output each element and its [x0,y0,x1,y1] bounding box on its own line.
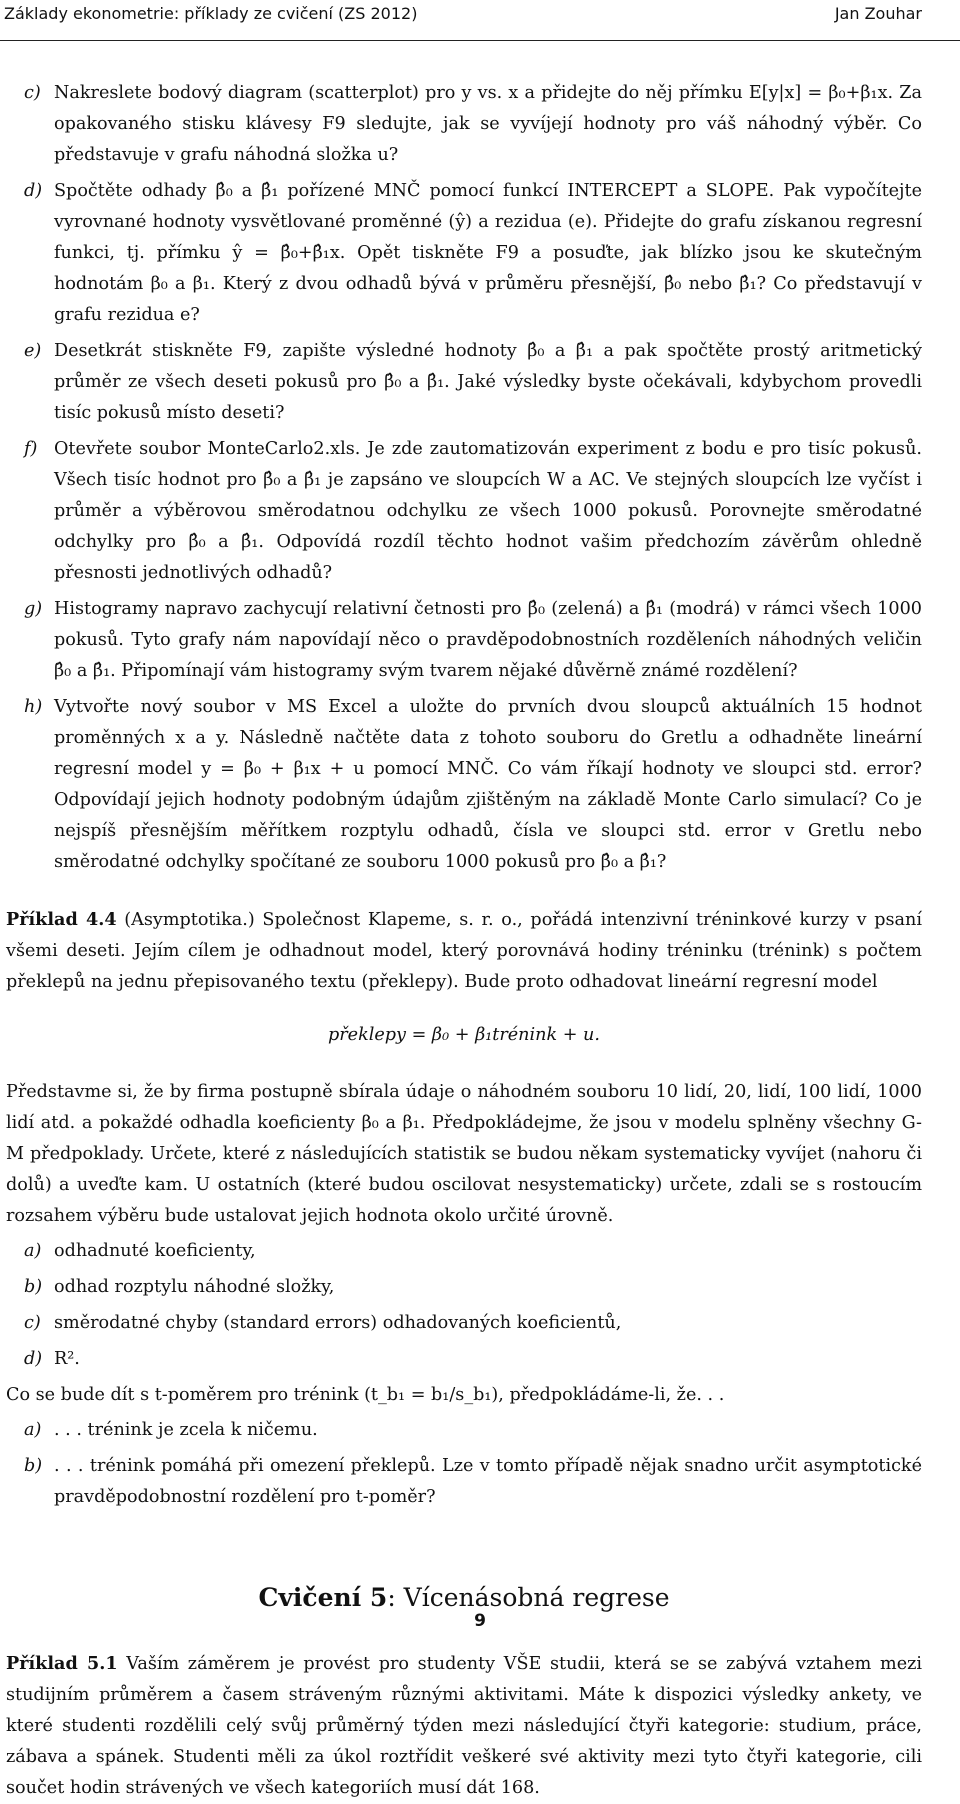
item-text: Nakreslete bodový diagram (scatterplot) pro y vs. x a přidejte do něj přímku E[y|x] = β₀+β₁x. Za opakovaného stisku klávesy F9 sledujte, jak se vyvíjejí hodnoty pro váš náhodný výběr. Co představuje v grafu náhodná složka u? [54,83,922,165]
running-header [0,0,960,41]
list-item [6,1415,922,1446]
example-text-continued: Představme si, že by firma postupně sbírala údaje o náhodném souboru 10 lidí, 20, lidí, 100 lidí, 1000 lidí atd. a pokaždé odhadla koeficienty β₀ a β₁. Předpokládejme, že jsou v modelu splněny všechny G-M předpoklady. Určete, které z následujících statistik se budou někam systematicky vyvíjet (nahoru či dolů) a uveďte kam. U ostatních (které budou oscilovat nesystematicky) určete, zdali se s rostoucím rozsahem výběru bude ustalovat jejich hodnota okolo určité úrovně. [6,1082,922,1226]
list-item [6,692,922,878]
item-text: Vytvořte nový soubor v MS Excel a uložte do prvních dvou sloupců aktuálních 15 hodnot proměnných x a y. Následně načtěte data z tohoto souboru do Gretlu a odhadněte lineární regresní model y = β₀ + β₁x + u pomocí MNČ. Co vám říkají hodnoty ve sloupci std. error? Odpovídají jejich hodnoty podobným údajům zjištěným na základě Monte Carlo simulací? Co je nejspíš přesnějším měřítkem rozptylu odhadů, čísla ve sloupci std. error v Gretlu nebo směrodatné odchylky spočítané ze souboru 1000 pokusů pro β̂₀ a β̂₁? [54,697,922,872]
item-label: e) [24,341,42,361]
page-content [6,78,922,1804]
example-4-4 [6,904,922,998]
list-item [6,1236,922,1267]
list-item [6,434,922,589]
item-text: Histogramy napravo zachycují relativní četnosti pro β̂₀ (zelená) a β̂₁ (modrá) v rámci všech 1000 pokusů. Tyto grafy nám napovídají něco o pravděpodobnostních rozděleních náhodných veličin β̂₀ a β̂₁. Připomínají vám histogramy svým tvarem nějaké důvěrně známé rozdělení? [54,599,922,681]
item-label: d) [24,1349,43,1369]
list-item [6,176,922,331]
list-item [6,594,922,687]
item-text: směrodatné chyby (standard errors) odhadovaných koeficientů, [54,1313,622,1333]
item-text: Desetkrát stiskněte F9, zapište výsledné hodnoty β̂₀ a β̂₁ a pak spočtěte prostý aritmetický průměr ze všech deseti pokusů pro β̂₀ a β̂₁. Jaké výsledky byste očekávali, kdybychom provedli tisíc pokusů místo deseti? [54,341,922,423]
regression-formula: překlepy = β₀ + β₁trénink + u. [328,1025,600,1045]
item-label: c) [24,83,41,103]
list-item [6,1344,922,1375]
header-author: Jan Zouhar [834,4,922,23]
item-label: b) [24,1277,43,1297]
item-label: b) [24,1456,43,1476]
list-item [6,1272,922,1303]
item-text: . . . trénink pomáhá při omezení překlepů. Lze v tomto případě nějak snadno určit asymptotické pravděpodobnostní rozdělení pro t-poměr? [54,1456,922,1507]
example-text: (Asymptotika.) Společnost Klapeme, s. r. o., pořádá intenzivní tréninkové kurzy v psaní všemi deseti. Jejím cílem je odhadnout model, který porovnává hodiny tréninku (trénink) s počtem překlepů na jednu přepisovaného textu (překlepy). Bude proto odhadovat lineární regresní model [6,910,923,992]
t-ratio-question: Co se bude dít s t-poměrem pro trénink (t_b₁ = b₁/s_b₁), předpokládáme-li, že. . . [6,1385,725,1405]
example-label: Příklad 4.4 [6,909,117,930]
item-text: Otevřete soubor MonteCarlo2.xls. Je zde zautomatizován experiment z bodu e pro tisíc pokusů. Všech tisíc hodnot pro β̂₀ a β̂₁ je zapsáno ve sloupcích W a AC. Ve stejných sloupcích lze vyčíst i průměr a výběrovou směrodatnou odchylku ze všech 1000 pokusů. Porovnejte směrodatné odchylky pro β̂₀ a β̂₁. Odpovídá rozdíl těchto hodnot vašim předchozím závěrům ohledně přesnosti jednotlivých odhadů? [54,439,922,583]
item-label: g) [24,599,43,619]
example-text: Vaším záměrem je provést pro studenty VŠE studii, která se se zabývá vztahem mezi studijním průměrem a časem stráveným různými aktivitami. Máte k dispozici výsledky ankety, ve které studenti rozdělili celý svůj průměrný týden mezi následující čtyři kategorie: studium, práce, zábava a spánek. Studenti měli za úkol roztřídit veškeré své aktivity mezi tyto čtyři kategorie, cili součet hodin strávených ve všech kategoriích musí dát 168. [6,1654,922,1798]
example-5-1 [6,1648,922,1804]
section-title-bold: Cvičení 5 [258,1583,388,1612]
page-number: 9 [474,1611,486,1631]
item-label: a) [24,1420,42,1440]
section-title [6,1583,922,1612]
section-title-rest: : Vícenásobná regrese [387,1583,670,1612]
list-item [6,1451,922,1513]
item-text: odhad rozptylu náhodné složky, [54,1277,335,1297]
list-item [6,336,922,429]
item-text: Spočtěte odhady β̂₀ a β̂₁ pořízené MNČ pomocí funkcí INTERCEPT a SLOPE. Pak vypočítejte vyrovnané hodnoty vysvětlované proměnné (ŷ) a rezidua (e). Přidejte do grafu získanou regresní funkci, tj. přímku ŷ = β̂₀+β̂₁x. Opět tiskněte F9 a posuďte, jak blízko jsou ke skutečným hodnotám β₀ a β₁. Který z dvou odhadů bývá v průměru přesnější, β̂₀ nebo β̂₁? Co představují v grafu rezidua e? [54,181,922,325]
item-text: R². [54,1349,80,1369]
example-label: Příklad 5.1 [6,1653,118,1674]
list-item [6,78,922,171]
item-label: f) [24,439,38,459]
item-label: a) [24,1241,42,1261]
item-label: c) [24,1313,41,1333]
item-label: d) [24,181,43,201]
item-label: h) [24,697,43,717]
item-text: odhadnuté koeficienty, [54,1241,256,1261]
list-item [6,1308,922,1339]
header-title: Základy ekonometrie: příklady ze cvičení (ZS 2012) [4,4,418,23]
item-text: . . . trénink je zcela k ničemu. [54,1420,318,1440]
